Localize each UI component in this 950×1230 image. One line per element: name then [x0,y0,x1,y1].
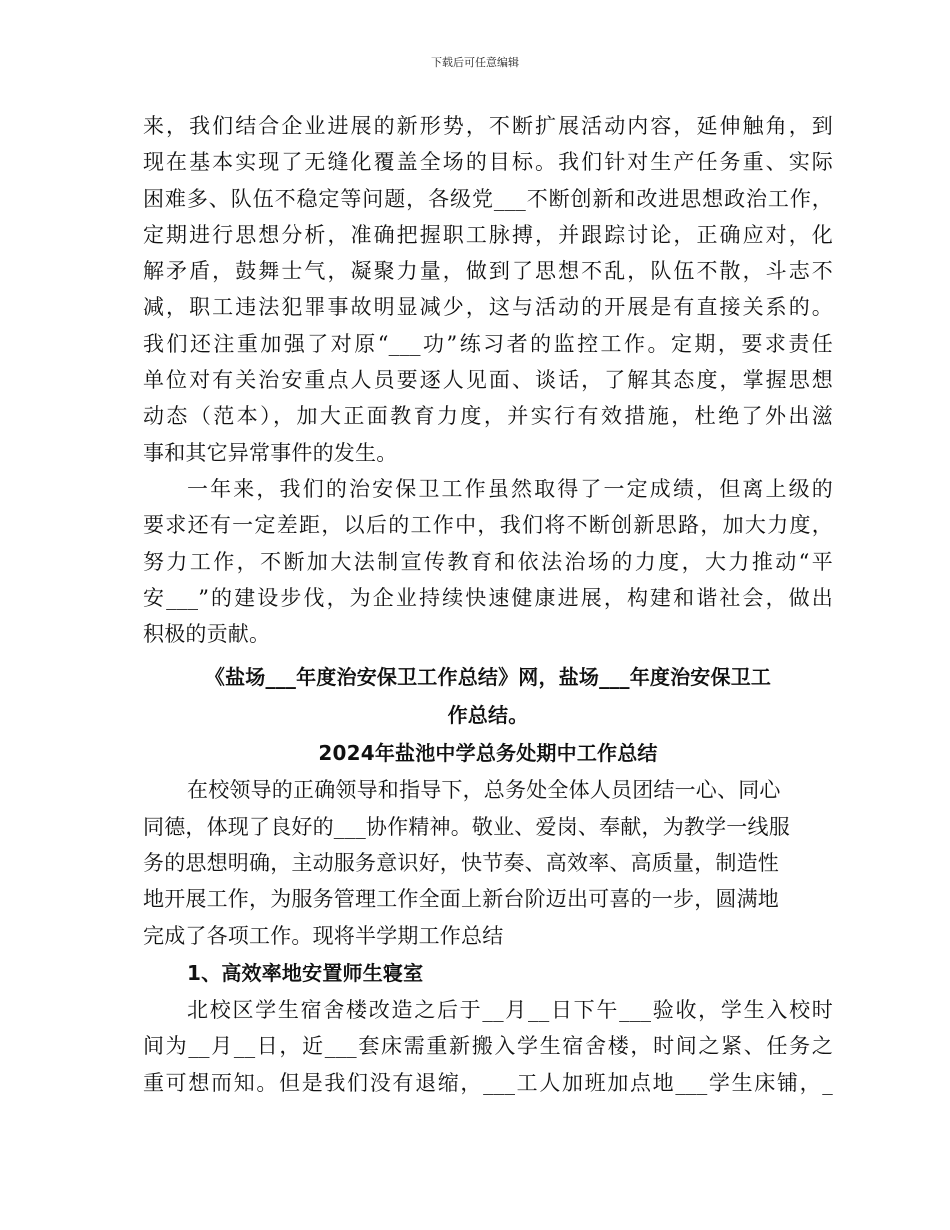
section-1 [143,954,833,1101]
text-line: 努力工作，不断加大法制宣传教育和依法治场的力度，大力推动“平 [143,549,833,574]
text-line: 解矛盾，鼓舞士气，凝聚力量，做到了思想不乱，队伍不散，斗志不 [143,259,833,284]
page-header: 下载后可任意编辑 [431,56,519,69]
text-line: 北校区学生宿舍楼改造之后于__月__日下午___验收，学生入校时 [187,997,833,1022]
text-line: 在校领导的正确领导和指导下，总务处全体人员团结一心、同心 [187,778,781,803]
paragraph-1 [143,108,833,471]
text-line: 安___”的建设步伐，为企业持续快速健康进展，构建和谐社会，做出 [143,585,833,610]
text-line: 要求还有一定差距，以后的工作中，我们将不断创新思路，加大力度， [143,513,833,538]
text-line: 一年来，我们的治安保卫工作虽然取得了一定成绩，但离上级的 [187,476,833,501]
text-line: 同德，体现了良好的___协作精神。敬业、爱岗、奉献，为教学一线服 [143,814,790,839]
link-title-line[interactable]: 《盐场___年度治安保卫工作总结》网，盐场___年度治安保卫工 [204,665,772,690]
text-line: 重可想而知。但是我们没有退缩，___工人加班加点地___学生床铺，_ [143,1070,833,1095]
text-line: 定期进行思想分析，准确把握职工脉搏，并跟踪讨论，正确应对，化 [143,222,833,247]
document-body [143,108,833,1101]
text-line: 间为__月__日，近___套床需重新搬入学生宿舍楼，时间之紧、任务之 [143,1034,833,1059]
text-line: 现在基本实现了无缝化覆盖全场的目标。我们针对生产任务重、实际 [143,150,833,175]
text-line: 事和其它异常事件的发生。 [143,440,398,465]
text-line: 积极的贡献。 [143,622,271,647]
text-line: 务的思想明确，主动服务意识好，快节奏、高效率、高质量，制造性 [143,851,779,876]
text-line: 完成了各项工作。现将半学期工作总结 [143,923,504,948]
link-title-line[interactable]: 作总结。 [447,703,529,728]
intro-paragraph [143,772,833,953]
text-line: 减，职工违法犯罪事故明显减少，这与活动的开展是有直接关系的。 [143,295,833,320]
text-line: 单位对有关治安重点人员要逐人见面、谈话，了解其态度，掌握思想 [143,368,833,393]
text-line: 我们还注重加强了对原“___功”练习者的监控工作。定期，要求责任 [143,331,833,356]
text-line: 地开展工作，为服务管理工作全面上新台阶迈出可喜的一步，圆满地 [143,887,779,912]
text-line: 来，我们结合企业进展的新形势，不断扩展活动内容，延伸触角，到 [143,114,833,138]
text-line: 动态（范本），加大正面教育力度，并实行有效措施，杜绝了外出滋 [143,404,833,429]
section-heading: 1、高效率地安置师生寝室 [187,960,424,985]
paragraph-2 [143,471,833,652]
text-line: 困难多、队伍不稳定等问题，各级党___不断创新和改进思想政治工作， [143,186,833,211]
related-link-title[interactable] [143,658,833,734]
document-title: 2024年盐池中学总务处期中工作总结 [318,741,658,766]
